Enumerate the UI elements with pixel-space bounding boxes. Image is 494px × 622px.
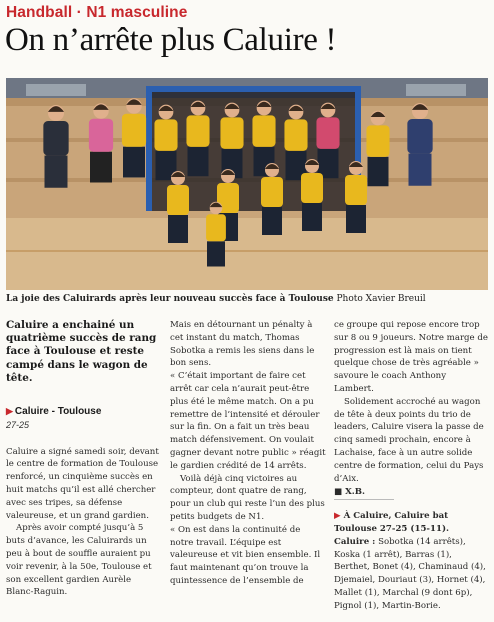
team-photo — [6, 78, 488, 290]
col2-paragraph-4: « On est dans la continuité de notre travail. L’équipe est valeureuse et vit bien ensemble. Il faut maintenant qu’on trouve la quintessence de l’ensemble de — [170, 524, 321, 586]
triangle-icon: ▶ — [6, 406, 13, 417]
team-lineup — [334, 536, 488, 613]
article-headline: On n’arrête plus Caluire ! — [5, 22, 337, 58]
team-photo-illustration — [6, 78, 488, 290]
col1-paragraph-2: Après avoir compté jusqu’à 5 buts d’avance, les Caluirards un peu à bout de souffle auraient pu voir revenir, à la 50e, Toulouse et son excellent gardien Aurèle Blanc-Raguin. — [6, 523, 152, 598]
column-1 — [6, 319, 161, 599]
article-lead: Caluire a enchainé un quatrième succès de rang face à Toulouse et reste campé dans le wagon de tête. — [6, 319, 157, 384]
score-value: 27-25 — [6, 419, 30, 430]
col2-paragraph-3: Voilà déjà cinq victoires au compteur, dont quatre de rang, pour un club qui reste l’un des plus petits budgets de N1. — [170, 473, 325, 522]
team-name: Caluire : — [334, 536, 376, 547]
player-list: Sobotka (14 arrêts), Koska (1 arrêt), Barras (1), Berthet, Bonet (4), Chaminaud (4), Djemaiel, Douriaut (3), Hornet (4), Mallet (1), Marchal (9 dont 6p), Pignol (1), Martin-Borie. — [334, 536, 486, 611]
col3-paragraph-2: Solidement accroché au wagon de tête à deux points du trio de leaders, Caluire visera la passe de cinq samedi prochain, encore à Lachaise, face à un autre solide centre de formation, celui du Pays d’Aix. — [334, 396, 484, 484]
result-box-title — [334, 510, 488, 536]
column-3 — [334, 319, 488, 613]
score-title-text: Caluire - Toulouse — [14, 406, 102, 418]
column-2 — [170, 319, 326, 588]
score-title — [6, 405, 161, 419]
caption-text: La joie des Caluirards après leur nouveau succès face à Toulouse — [6, 294, 334, 304]
col1-paragraph-1: Caluire a signé samedi soir, devant le centre de formation de Toulouse renforcé, un cinquième succès en huit matchs qu’il est allé chercher avec ses tripes, sa défense valeureuse, et un grand gardien. — [6, 446, 159, 521]
triangle-icon: ▶ — [334, 511, 344, 522]
section-kicker: Handball · N1 masculine — [6, 4, 188, 21]
col3-paragraph-1: ce groupe qui repose encore trop sur 8 ou 9 joueurs. Notre marge de progression est là mais on tient quelque chose de très agréable » savoure le coach Anthony Lambert. — [334, 320, 488, 394]
photo-caption — [6, 294, 426, 304]
divider — [334, 499, 394, 500]
caption-credit: Photo Xavier Breuil — [336, 294, 426, 304]
result-box-title-text: À Caluire, Caluire bat Toulouse 27-25 (15-11). — [334, 511, 450, 534]
author-signature: ■ X.B. — [334, 487, 366, 498]
col2-paragraph-1: Mais en détournant un pénalty à cet instant du match, Thomas Sobotka a remis les siens dans le bon sens. — [170, 320, 315, 369]
col2-paragraph-2: « C’était important de faire cet arrêt car cela n’aurait peut-être plus été le même match. On a pu remettre de l’intensité et dérouler sur la fin. On a fait un très beau match défensivement. On voulait gagner devant notre public » réagit le gardien crédité de 14 arrêts. — [170, 371, 326, 471]
